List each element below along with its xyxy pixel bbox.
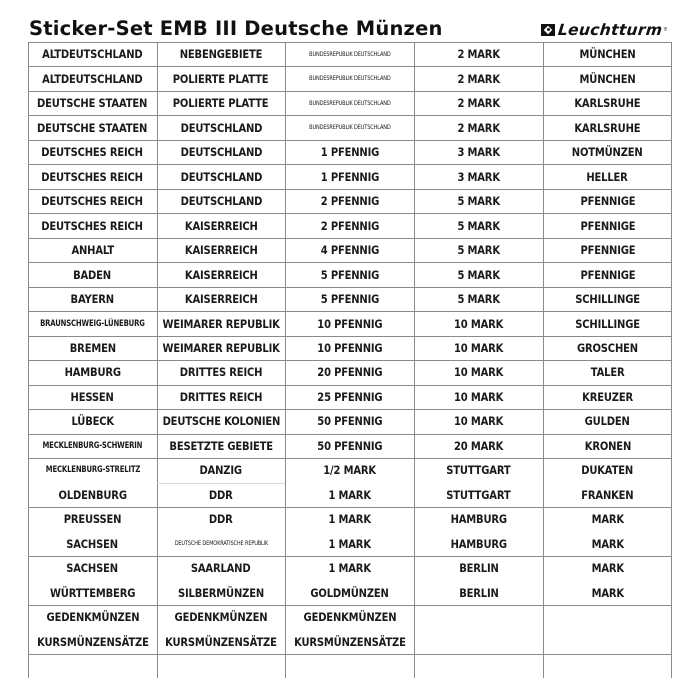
sticker-label-cell — [28, 507, 157, 531]
sticker-label-text: DEUTSCHLAND — [180, 194, 262, 209]
sticker-label-text: WEIMARER REPUBLIK — [162, 316, 280, 331]
sticker-label-cell — [285, 287, 414, 311]
sticker-label-cell — [157, 605, 285, 629]
sticker-label-cell — [285, 507, 414, 531]
sticker-label-text: BERLIN — [458, 585, 499, 600]
sticker-label-text: 25 PFENNIG — [316, 389, 383, 404]
sticker-label-text: STUTTGART — [446, 487, 511, 502]
sticker-label-cell — [157, 434, 285, 458]
sticker-label-text: 20 PFENNIG — [316, 365, 383, 380]
sticker-label-cell — [543, 360, 672, 384]
sticker-label-cell — [28, 458, 157, 482]
sticker-label-cell — [285, 140, 414, 164]
sticker-label-text: STUTTGART — [446, 463, 511, 478]
sticker-label-text: SCHILLINGE — [575, 316, 640, 331]
sticker-label-text: 5 MARK — [457, 194, 500, 209]
sticker-label-text: PREUSSEN — [63, 512, 122, 527]
sticker-label-text: DANZIG — [199, 463, 243, 478]
sticker-label-cell — [414, 532, 543, 556]
sticker-label-cell — [28, 385, 157, 409]
sticker-label-cell — [157, 66, 285, 90]
sticker-label-cell — [414, 164, 543, 188]
sticker-label-text: TALER — [590, 365, 625, 380]
sticker-label-cell — [285, 409, 414, 433]
sticker-label-text: MARK — [591, 512, 624, 527]
sticker-label-text: 1 MARK — [328, 536, 371, 551]
sticker-label-cell — [543, 140, 672, 164]
sticker-label-text: 50 PFENNIG — [316, 438, 383, 453]
sticker-label-text: WÜRTTEMBERG — [49, 585, 136, 600]
sticker-label-text: SACHSEN — [66, 536, 119, 551]
sticker-label-text: DDR — [209, 487, 233, 502]
sticker-label-text: KRONEN — [584, 438, 631, 453]
sticker-label-text: KAISERREICH — [184, 267, 258, 282]
sticker-label-text: GOLDMÜNZEN — [310, 585, 389, 600]
sticker-label-cell — [543, 409, 672, 433]
sticker-label-cell — [28, 483, 157, 507]
sticker-label-text: 5 MARK — [457, 243, 500, 258]
sticker-label-cell — [414, 189, 543, 213]
sticker-label-cell — [28, 189, 157, 213]
sticker-label-text: MÜNCHEN — [579, 71, 636, 86]
sticker-label-text: BUNDESREPUBLIK DEUTSCHLAND — [308, 75, 391, 83]
sticker-label-text: GEDENKMÜNZEN — [46, 610, 139, 625]
sticker-label-cell — [157, 507, 285, 531]
sticker-label-cell — [28, 409, 157, 433]
sticker-grid — [28, 42, 672, 678]
sticker-label-text: KARLSRUHE — [574, 96, 641, 111]
sticker-label-cell — [285, 630, 414, 654]
empty-sticker-cell — [414, 630, 543, 654]
sticker-label-cell — [28, 336, 157, 360]
sticker-label-text: 1 PFENNIG — [320, 145, 379, 160]
empty-sticker-cell — [543, 630, 672, 654]
sticker-label-cell — [28, 164, 157, 188]
sticker-label-text: DDR — [209, 512, 233, 527]
sticker-label-text: 2 MARK — [457, 120, 500, 135]
sticker-label-cell — [414, 91, 543, 115]
sticker-label-cell — [157, 238, 285, 262]
sticker-label-text: BUNDESREPUBLIK DEUTSCHLAND — [308, 50, 391, 58]
sticker-label-text: 10 MARK — [453, 414, 504, 429]
sticker-label-cell — [414, 360, 543, 384]
sticker-label-cell — [543, 434, 672, 458]
sticker-label-cell — [285, 556, 414, 580]
sticker-label-text: 10 PFENNIG — [316, 316, 383, 331]
sticker-label-text: 2 PFENNIG — [320, 218, 379, 233]
sticker-label-cell — [414, 66, 543, 90]
sticker-label-text: 4 PFENNIG — [320, 243, 379, 258]
sticker-label-text: DEUTSCHE STAATEN — [37, 96, 148, 111]
sticker-label-cell — [157, 458, 285, 482]
sticker-label-cell — [414, 385, 543, 409]
sticker-label-text: PFENNIGE — [580, 267, 635, 282]
sticker-label-cell — [28, 360, 157, 384]
sticker-label-text: 1 MARK — [328, 487, 371, 502]
sticker-label-text: HAMBURG — [64, 365, 121, 380]
sticker-label-text: GULDEN — [584, 414, 631, 429]
empty-sticker-cell — [543, 654, 672, 678]
empty-sticker-cell — [543, 605, 672, 629]
sticker-label-cell — [414, 556, 543, 580]
sticker-label-cell — [414, 42, 543, 66]
sticker-label-text: 3 MARK — [457, 145, 500, 160]
sticker-label-text: KAISERREICH — [184, 243, 258, 258]
sticker-label-text: PFENNIGE — [580, 218, 635, 233]
sticker-label-text: SACHSEN — [66, 561, 119, 576]
sticker-label-text: DEUTSCHES REICH — [41, 194, 144, 209]
sticker-label-cell — [28, 311, 157, 335]
sticker-label-cell — [543, 213, 672, 237]
sticker-label-text: PFENNIGE — [580, 243, 635, 258]
sticker-label-cell — [157, 311, 285, 335]
sticker-label-text: MARK — [591, 585, 624, 600]
sticker-label-cell — [157, 532, 285, 556]
sticker-label-cell — [28, 66, 157, 90]
sticker-label-cell — [414, 311, 543, 335]
sticker-label-text: KARLSRUHE — [574, 120, 641, 135]
sticker-label-cell — [28, 532, 157, 556]
sticker-label-cell — [414, 262, 543, 286]
sticker-label-cell — [414, 336, 543, 360]
sticker-label-text: DEUTSCHLAND — [180, 145, 262, 160]
sticker-label-text: ANHALT — [71, 243, 114, 258]
sticker-label-cell — [157, 581, 285, 605]
leuchtturm-logo-icon — [541, 24, 555, 36]
sticker-label-cell — [414, 115, 543, 139]
brand-logo — [541, 21, 668, 38]
sticker-label-cell — [157, 630, 285, 654]
sticker-label-cell — [28, 115, 157, 139]
sticker-label-text: 50 PFENNIG — [316, 414, 383, 429]
sticker-label-text: GEDENKMÜNZEN — [174, 610, 268, 625]
sticker-label-text: KURSMÜNZENSÄTZE — [36, 634, 149, 649]
sticker-label-cell — [157, 115, 285, 139]
sticker-label-text: SCHILLINGE — [575, 292, 640, 307]
sticker-label-text: 10 MARK — [453, 316, 504, 331]
sticker-label-cell — [28, 581, 157, 605]
sticker-label-text: DEUTSCHLAND — [180, 120, 262, 135]
sticker-label-text: SAARLAND — [191, 561, 251, 576]
sticker-label-text: 5 MARK — [457, 267, 500, 282]
sticker-label-cell — [414, 507, 543, 531]
sticker-label-text: NOTMÜNZEN — [572, 145, 643, 160]
sticker-label-text: 1/2 MARK — [323, 463, 376, 478]
sticker-label-cell — [28, 556, 157, 580]
sticker-label-text: 10 MARK — [453, 389, 504, 404]
sticker-label-cell — [543, 336, 672, 360]
sticker-label-cell — [28, 605, 157, 629]
sticker-label-text: HAMBURG — [450, 512, 507, 527]
sticker-label-text: KURSMÜNZENSÄTZE — [293, 634, 406, 649]
sticker-label-text: HELLER — [586, 169, 629, 184]
sticker-label-cell — [543, 483, 672, 507]
empty-sticker-cell — [28, 654, 157, 678]
sticker-label-cell — [285, 189, 414, 213]
sticker-label-text: MARK — [591, 536, 624, 551]
sticker-label-text: OLDENBURG — [58, 487, 127, 502]
sticker-label-text: 2 MARK — [457, 71, 500, 86]
sticker-label-text: DUKATEN — [581, 463, 634, 478]
sticker-label-cell — [157, 385, 285, 409]
sticker-label-text: DEUTSCHE KOLONIEN — [162, 414, 280, 429]
sticker-label-text: KURSMÜNZENSÄTZE — [165, 634, 277, 649]
sticker-label-cell — [414, 287, 543, 311]
sticker-label-cell — [28, 630, 157, 654]
sticker-label-text: DEUTSCHES REICH — [41, 145, 144, 160]
sticker-label-text: LÜBECK — [71, 414, 114, 429]
sticker-label-cell — [285, 483, 414, 507]
sticker-label-cell — [157, 336, 285, 360]
sticker-label-text: 2 PFENNIG — [320, 194, 379, 209]
sticker-label-cell — [285, 605, 414, 629]
sticker-label-text: DEUTSCHES REICH — [41, 169, 144, 184]
sticker-label-cell — [157, 189, 285, 213]
sticker-label-cell — [157, 140, 285, 164]
sticker-label-cell — [543, 262, 672, 286]
sticker-label-text: BRAUNSCHWEIG-LÜNEBURG — [40, 318, 145, 329]
sticker-label-cell — [543, 507, 672, 531]
sticker-label-text: DEUTSCHES REICH — [41, 218, 144, 233]
sticker-label-text: DEUTSCHLAND — [180, 169, 262, 184]
sticker-label-text: 1 MARK — [328, 561, 371, 576]
sticker-label-cell — [157, 91, 285, 115]
sticker-label-cell — [157, 556, 285, 580]
sticker-label-text: SILBERMÜNZEN — [177, 585, 265, 600]
sticker-label-text: MECKLENBURG-STRELITZ — [45, 465, 140, 476]
sticker-label-text: 5 MARK — [457, 292, 500, 307]
sticker-label-text: 1 MARK — [328, 512, 371, 527]
sticker-label-cell — [28, 238, 157, 262]
sticker-label-cell — [285, 360, 414, 384]
sticker-label-cell — [414, 434, 543, 458]
sticker-label-cell — [543, 385, 672, 409]
logo-text: Leuchtturm — [557, 20, 664, 39]
sticker-label-cell — [414, 409, 543, 433]
sticker-label-cell — [285, 336, 414, 360]
sticker-label-text: POLIERTE PLATTE — [173, 71, 269, 86]
sticker-label-text: FRANKEN — [581, 487, 634, 502]
sticker-label-cell — [285, 115, 414, 139]
sticker-label-text: BREMEN — [69, 340, 116, 355]
sticker-label-cell — [543, 581, 672, 605]
sticker-label-cell — [414, 458, 543, 482]
empty-sticker-cell — [414, 605, 543, 629]
sticker-label-cell — [543, 66, 672, 90]
sticker-label-text: KAISERREICH — [184, 218, 258, 233]
sticker-label-text: GEDENKMÜNZEN — [303, 610, 396, 625]
sticker-label-cell — [28, 287, 157, 311]
sticker-label-cell — [543, 287, 672, 311]
sticker-label-cell — [285, 385, 414, 409]
sticker-label-text: BADEN — [73, 267, 112, 282]
sticker-label-cell — [543, 189, 672, 213]
sticker-label-cell — [285, 66, 414, 90]
sticker-label-text: 10 MARK — [453, 340, 504, 355]
sticker-label-cell — [543, 532, 672, 556]
sticker-label-text: DEUTSCHE DEMOKRATISCHE REPUBLIK — [174, 540, 268, 548]
sticker-label-cell — [285, 311, 414, 335]
sticker-label-text: BUNDESREPUBLIK DEUTSCHLAND — [308, 124, 391, 132]
sticker-label-cell — [285, 434, 414, 458]
sticker-label-text: DEUTSCHE STAATEN — [37, 120, 148, 135]
sticker-label-text: 10 PFENNIG — [316, 340, 383, 355]
sticker-label-cell — [157, 483, 285, 507]
sticker-label-cell — [285, 581, 414, 605]
sticker-label-cell — [28, 213, 157, 237]
page-title: Sticker-Set EMB III Deutsche Münzen — [29, 17, 443, 40]
sticker-label-cell — [543, 238, 672, 262]
sticker-label-text: 2 MARK — [457, 47, 500, 62]
sticker-label-cell — [28, 91, 157, 115]
sticker-label-cell — [157, 164, 285, 188]
sticker-label-text: KAISERREICH — [184, 292, 258, 307]
sticker-label-text: 1 PFENNIG — [320, 169, 379, 184]
sticker-label-cell — [28, 42, 157, 66]
sticker-label-text: NEBENGEBIETE — [179, 47, 263, 62]
sticker-label-cell — [543, 115, 672, 139]
sticker-label-cell — [157, 262, 285, 286]
sticker-label-cell — [285, 262, 414, 286]
sticker-label-text: KREUZER — [582, 389, 633, 404]
sticker-label-text: ALTDEUTSCHLAND — [42, 47, 143, 62]
sticker-label-text: BESETZTE GEBIETE — [169, 438, 273, 453]
sticker-label-cell — [414, 581, 543, 605]
sticker-label-cell — [414, 238, 543, 262]
sticker-label-text: 3 MARK — [457, 169, 500, 184]
sticker-label-text: 20 MARK — [453, 438, 504, 453]
sticker-label-text: 5 PFENNIG — [320, 267, 379, 282]
sticker-label-cell — [543, 164, 672, 188]
sticker-label-text: MÜNCHEN — [579, 47, 636, 62]
sticker-label-cell — [414, 140, 543, 164]
sticker-label-cell — [285, 238, 414, 262]
sticker-label-cell — [157, 360, 285, 384]
sticker-label-text: 5 MARK — [457, 218, 500, 233]
sticker-label-cell — [543, 42, 672, 66]
sticker-label-text: 5 PFENNIG — [320, 292, 379, 307]
sticker-label-cell — [285, 42, 414, 66]
sticker-label-cell — [543, 91, 672, 115]
sticker-label-text: BERLIN — [458, 561, 499, 576]
sticker-label-text: BUNDESREPUBLIK DEUTSCHLAND — [308, 99, 391, 107]
sticker-label-cell — [157, 287, 285, 311]
sticker-label-text: MECKLENBURG-SCHWERIN — [42, 440, 143, 451]
sticker-label-text: DRITTES REICH — [179, 389, 263, 404]
sticker-label-cell — [285, 532, 414, 556]
sticker-label-text: PFENNIGE — [580, 194, 635, 209]
sticker-label-text: MARK — [591, 561, 624, 576]
empty-sticker-cell — [414, 654, 543, 678]
sticker-label-text: 2 MARK — [457, 96, 500, 111]
sticker-label-cell — [285, 164, 414, 188]
sticker-label-cell — [157, 409, 285, 433]
empty-sticker-cell — [285, 654, 414, 678]
sticker-label-cell — [157, 42, 285, 66]
sticker-label-text: GROSCHEN — [577, 340, 638, 355]
sticker-label-cell — [285, 213, 414, 237]
sticker-label-cell — [414, 213, 543, 237]
sticker-label-text: HESSEN — [70, 389, 115, 404]
sticker-label-cell — [28, 262, 157, 286]
sticker-label-text: DRITTES REICH — [179, 365, 263, 380]
sticker-label-cell — [543, 458, 672, 482]
sticker-label-cell — [285, 458, 414, 482]
sticker-label-text: WEIMARER REPUBLIK — [162, 340, 280, 355]
sticker-label-text: POLIERTE PLATTE — [173, 96, 269, 111]
sticker-label-text: HAMBURG — [450, 536, 507, 551]
empty-sticker-cell — [157, 654, 285, 678]
sticker-label-cell — [28, 140, 157, 164]
sticker-label-cell — [285, 91, 414, 115]
sticker-label-cell — [157, 213, 285, 237]
registered-mark: ® — [663, 26, 668, 33]
sticker-label-text: BAYERN — [70, 292, 115, 307]
sticker-label-cell — [543, 556, 672, 580]
sticker-label-text: 10 MARK — [453, 365, 504, 380]
sticker-label-cell — [414, 483, 543, 507]
sticker-label-cell — [543, 311, 672, 335]
sticker-label-text: ALTDEUTSCHLAND — [42, 71, 143, 86]
sticker-label-cell — [28, 434, 157, 458]
